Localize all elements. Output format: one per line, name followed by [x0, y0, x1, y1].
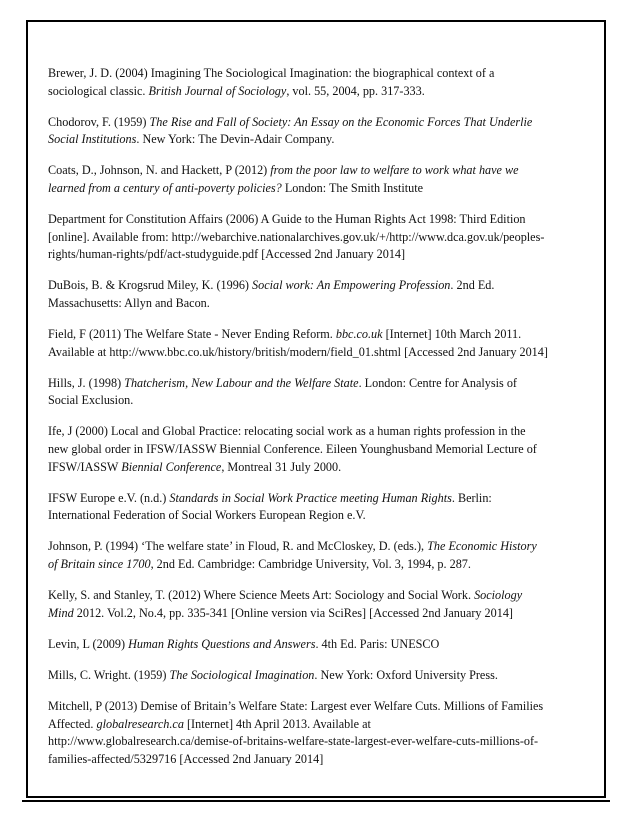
reference-entry — [48, 326, 548, 361]
reference-text: IFSW Europe e.V. (n.d.) — [48, 490, 170, 505]
reference-entry — [48, 490, 548, 525]
reference-text: [Internet] 4th April 2013. Available at http://www.globalresearch.ca/demise-of-britains-welfare-state-largest-ever-welfare-cuts-millions-of-families-affected/5329716 [Accessed 2nd January 2014] — [48, 716, 539, 766]
reference-text: London: The Smith Institute — [281, 180, 424, 195]
reference-text: . London: Centre for Analysis of Social Exclusion. — [48, 375, 517, 408]
reference-entry — [48, 277, 548, 312]
reference-text: , vol. 55, 2004, pp. 317-333. — [286, 83, 425, 98]
reference-entry — [48, 375, 548, 410]
reference-entry — [48, 538, 548, 573]
reference-text: Field, F (2011) The Welfare State - Never Ending Reform. — [48, 327, 336, 342]
reference-italic-title: The Rise and Fall of Society: An Essay on the Economic Forces That Underlie Social Institutions — [48, 114, 533, 147]
reference-entry — [48, 698, 548, 768]
reference-text: DuBois, B. & Krogsrud Miley, K. (1996) — [48, 278, 253, 293]
reference-text: . 4th Ed. Paris: UNESCO — [315, 636, 440, 651]
reference-italic-title: Social work: An Empowering Profession — [252, 278, 451, 293]
reference-text: Kelly, S. and Stanley, T. (2012) Where Science Meets Art: Sociology and Social Work. — [48, 588, 475, 603]
reference-entry — [48, 162, 548, 197]
reference-entry — [48, 636, 548, 654]
reference-italic-title: Sociology Mind — [48, 588, 523, 620]
reference-text: Chodorov, F. (1959) — [48, 114, 150, 129]
reference-italic-title: bbc.co.uk — [335, 327, 383, 342]
reference-text: Mitchell, P (2013) Demise of Britain’s Welfare State: Largest ever Welfare Cuts. Millions of Families Affected. — [48, 698, 544, 731]
reference-text: Ife, J (2000) Local and Global Practice: relocating social work as a human rights profession in the new global order in IFSW/IASSW Biennial Conference. Eileen Younghusband Memorial Lecture of IFSW/IASSW — [48, 424, 537, 474]
reference-text: Brewer, J. D. (2004) Imagining The Sociological Imagination: the biographical context of a sociological classic. — [48, 66, 495, 98]
reference-italic-title: British Journal of Sociology — [148, 83, 287, 98]
reference-text: . 2nd Ed. Massachusetts: Allyn and Bacon. — [48, 278, 495, 310]
reference-text: [Internet] 10th March 2011. Available at http://www.bbc.co.uk/history/british/modern/field_01.shtml [Accessed 2nd January 2014] — [48, 327, 548, 359]
reference-italic-title: The Economic History of Britain since 1700 — [48, 539, 537, 571]
reference-text: . New York: The Devin-Adair Company. — [136, 132, 335, 147]
reference-text: 2012. Vol.2, No.4, pp. 335-341 [Online version via SciRes] [Accessed 2nd January 2014] — [73, 605, 513, 620]
reference-entry — [48, 65, 548, 100]
reference-text: Mills, C. Wright. (1959) — [48, 667, 170, 682]
reference-entry — [48, 423, 548, 476]
reference-italic-title: The Sociological Imagination — [169, 667, 315, 682]
reference-text: Levin, L (2009) — [48, 636, 129, 651]
reference-text: . New York: Oxford University Press. — [314, 667, 498, 682]
reference-text: Johnson, P. (1994) ‘The welfare state’ in Floud, R. and McCloskey, D. (eds.), — [48, 539, 428, 554]
reference-entry — [48, 667, 548, 685]
reference-italic-title: Thatcherism, New Labour and the Welfare State — [124, 375, 359, 390]
reference-text: Department for Constitution Affairs (2006) A Guide to the Human Rights Act 1998: Third Edition [online]. Available from: http://webarchive.nationalarchives.gov.uk/+/http://www.dca.gov.uk/peoples-rights/human-rights/pdf/act-studyguide.pdf [Accessed 2nd January 2014] — [48, 212, 545, 262]
reference-list — [48, 65, 548, 768]
reference-entry — [48, 211, 548, 264]
reference-text: Hills, J. (1998) — [48, 375, 125, 390]
reference-text: . Berlin: International Federation of Social Workers European Region e.V. — [48, 490, 492, 523]
reference-italic-title: Biennial Conference — [121, 459, 222, 474]
reference-entry — [48, 114, 548, 149]
reference-italic-title: from the poor law to welfare to work what have we learned from a century of anti-poverty policies? — [48, 163, 519, 195]
reference-italic-title: Human Rights Questions and Answers — [128, 636, 316, 651]
reference-italic-title: Standards in Social Work Practice meeting Human Rights — [169, 490, 452, 505]
reference-text: Coats, D., Johnson, N. and Hackett, P (2012) — [48, 163, 271, 178]
reference-text: , 2nd Ed. Cambridge: Cambridge University, Vol. 3, 1994, p. 287. — [150, 556, 471, 571]
reference-italic-title: globalresearch.ca — [96, 716, 184, 731]
reference-entry — [48, 587, 548, 622]
reference-text: , Montreal 31 July 2000. — [221, 459, 342, 474]
